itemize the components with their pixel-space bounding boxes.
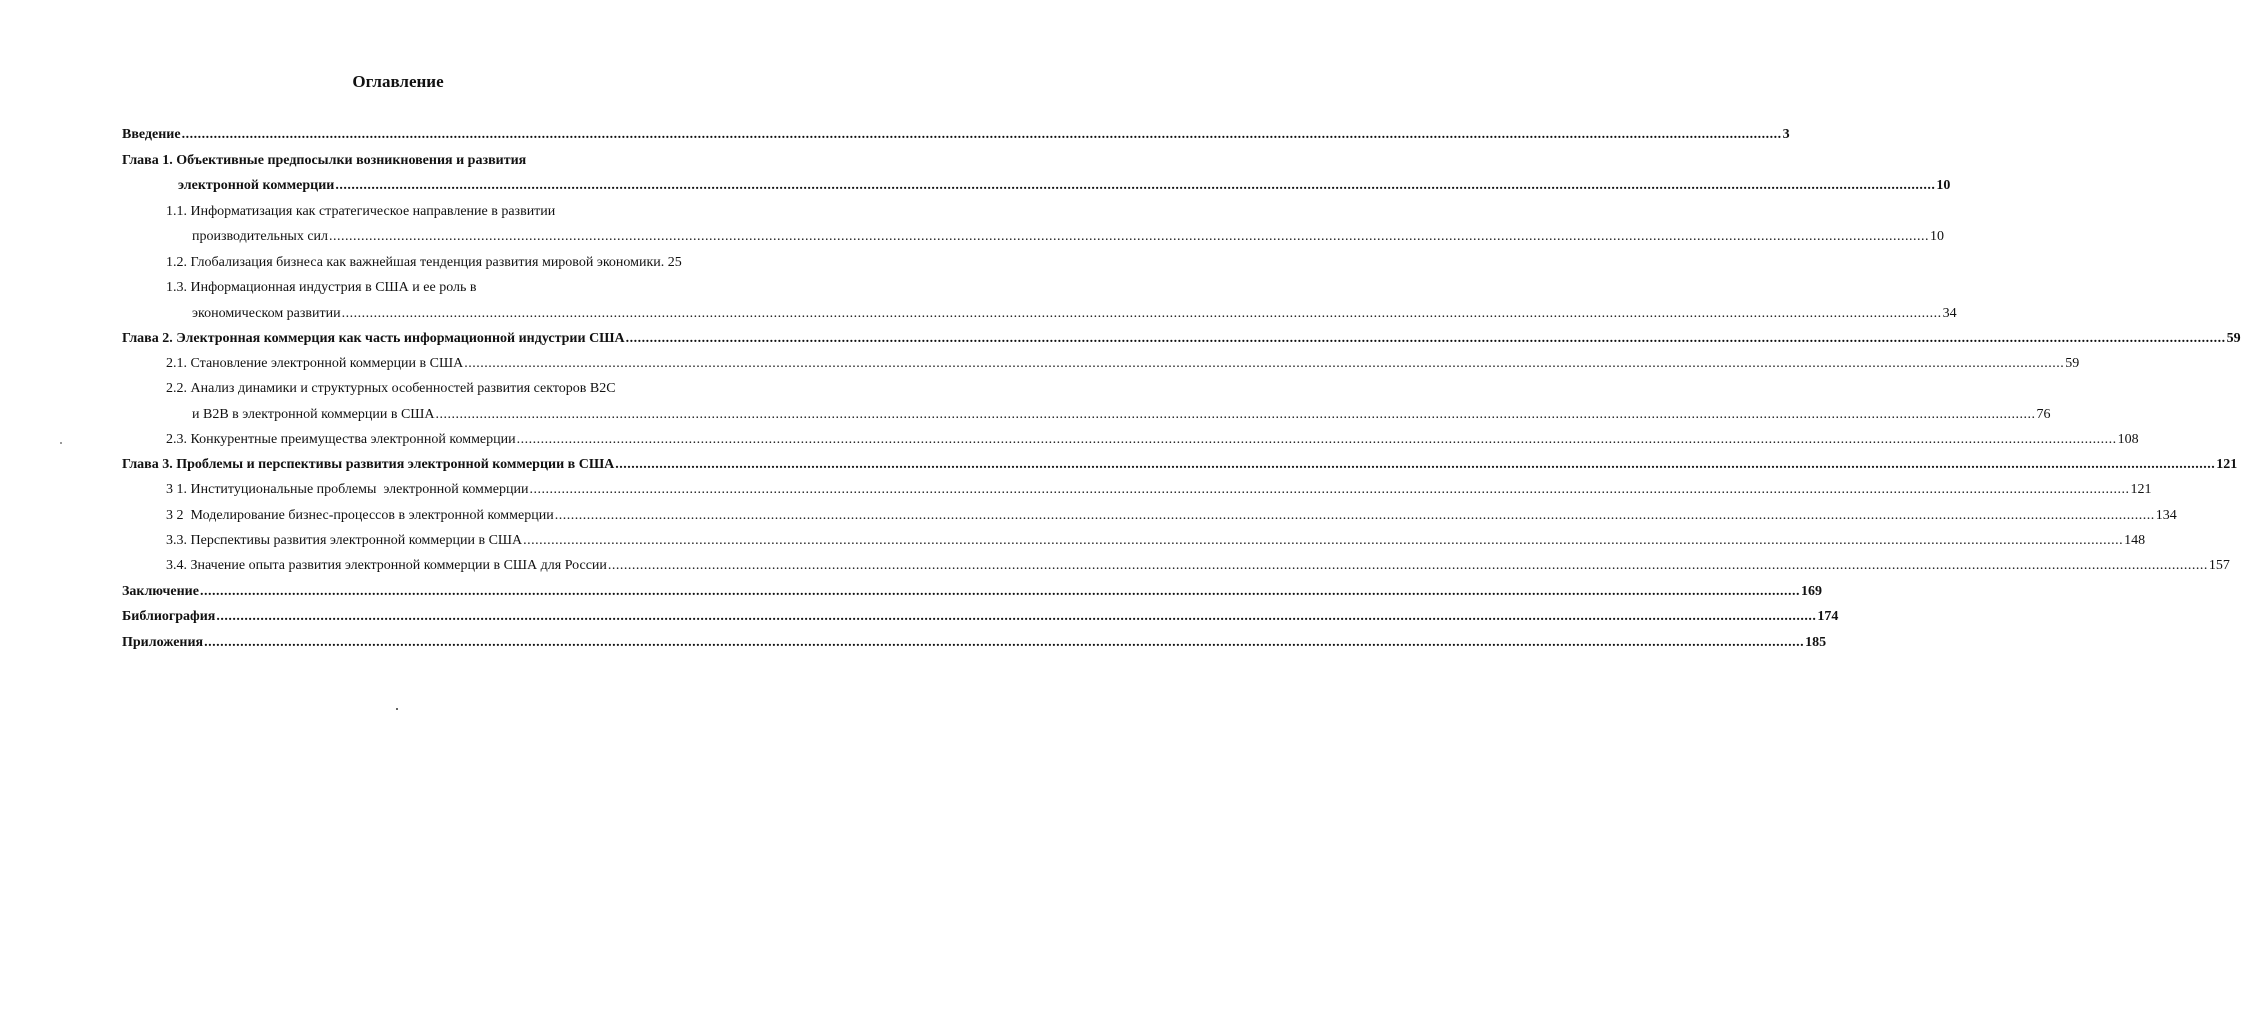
toc-entry-appx — [122, 634, 1827, 652]
toc-leader-dots: ................................................................................................................................................................................................................................................................................................................................................................................................................ — [516, 432, 2117, 447]
toc-entry-s32 — [166, 507, 2177, 525]
toc-leader-dots: ................................................................................................................................................................................................................................................................................................................................................................................................................ — [615, 457, 2216, 472]
toc-page-number: 3 — [1782, 127, 1790, 142]
toc-leader-dots: ................................................................................................................................................................................................................................................................................................................................................................................................................ — [181, 127, 1782, 142]
toc-entry-title: экономическом развитии — [192, 306, 341, 321]
toc-entry-s11-l1 — [166, 203, 720, 221]
toc-page-number: 185 — [1805, 635, 1827, 650]
toc-entry-intro — [122, 126, 1790, 144]
toc-entry-title: Приложения — [122, 635, 204, 650]
toc-entry-title: Глава 1. Объективные предпосылки возникновения и развития — [122, 153, 527, 168]
toc-entry-s34 — [166, 557, 2230, 575]
toc-entry-title: производительных сил — [192, 229, 329, 244]
toc-entry-title: Введение — [122, 127, 181, 142]
toc-entry-title: Глава 3. Проблемы и перспективы развития электронной коммерции в США — [122, 457, 615, 472]
toc-entry-ch2 — [122, 330, 2241, 348]
toc-leader-dots: ................................................................................................................................................................................................................................................................................................................................................................................................................ — [435, 407, 2036, 422]
toc-leader-dots: ................................................................................................................................................................................................................................................................................................................................................................................................................ — [523, 533, 2124, 548]
toc-leader-dots: ................................................................................................................................................................................................................................................................................................................................................................................................................ — [341, 306, 1942, 321]
toc-entry-s31 — [166, 481, 2152, 499]
toc-page-number: 121 — [2130, 482, 2152, 497]
toc-leader-dots: ................................................................................................................................................................................................................................................................................................................................................................................................................ — [554, 508, 2155, 523]
toc-entry-title: 2.1. Становление электронной коммерции в США — [166, 356, 464, 371]
toc-leader-dots: ................................................................................................................................................................................................................................................................................................................................................................................................................ — [204, 635, 1805, 650]
toc-entry-s13-l2 — [192, 305, 1957, 323]
toc-entry-biblio — [122, 608, 1839, 626]
toc-page-number: 108 — [2117, 432, 2139, 447]
toc-entry-ch3 — [122, 456, 2238, 474]
toc-leader-dots: ................................................................................................................................................................................................................................................................................................................................................................................................................ — [607, 558, 2208, 573]
toc-page-number: 76 — [2036, 407, 2051, 422]
toc-entry-title: Глава 2. Электронная коммерция как часть информационной индустрии США — [122, 331, 625, 346]
toc-leader-dots: ................................................................................................................................................................................................................................................................................................................................................................................................................ — [329, 229, 1930, 244]
toc-entry-ch1-l2 — [178, 177, 1951, 195]
toc-entry-title: 1.1. Информатизация как стратегическое направление в развитии — [166, 204, 556, 219]
toc-entry-concl — [122, 583, 1822, 601]
toc-page-number: 59 — [2065, 356, 2080, 371]
toc-entry-ch1-l1 — [122, 152, 720, 170]
toc-page-number: 59 — [2226, 331, 2241, 346]
toc-entry-title: 2.2. Анализ динамики и структурных особенностей развития секторов В2С — [166, 381, 616, 396]
toc-page-number: 157 — [2208, 558, 2230, 573]
toc-entry-title: 1.2. Глобализация бизнеса как важнейшая тенденция развития мировой экономики. 25 — [166, 255, 682, 270]
toc-leader-dots: ................................................................................................................................................................................................................................................................................................................................................................................................................ — [464, 356, 2065, 371]
toc-entry-s12 — [166, 254, 720, 272]
toc-entry-title: и В2В в электронной коммерции в США — [192, 407, 435, 422]
toc-entry-s33 — [166, 532, 2146, 550]
toc-entry-title: электронной коммерции — [178, 178, 335, 193]
toc-entry-s23 — [166, 431, 2139, 449]
toc-leader-dots: ................................................................................................................................................................................................................................................................................................................................................................................................................ — [335, 178, 1936, 193]
toc-entry-s22-l1 — [166, 380, 720, 398]
toc-leader-dots: ................................................................................................................................................................................................................................................................................................................................................................................................................ — [199, 584, 1800, 599]
toc-entry-title: 3 2 Моделирование бизнес-процессов в электронной коммерции — [166, 508, 554, 523]
scan-speck — [396, 708, 398, 710]
toc-entry-title: 3.4. Значение опыта развития электронной коммерции в США для России — [166, 558, 607, 573]
toc-entry-s11-l2 — [192, 228, 1945, 246]
toc-entry-s21 — [166, 355, 2080, 373]
toc-entry-title: Библиография — [122, 609, 216, 624]
toc-entry-s13-l1 — [166, 279, 720, 297]
page-title: Оглавление — [352, 72, 444, 91]
toc-page-number: 10 — [1936, 178, 1951, 193]
toc-entry-title: 2.3. Конкурентные преимущества электронной коммерции — [166, 432, 516, 447]
scan-margin-mark — [60, 442, 62, 444]
toc-page-number: 121 — [2216, 457, 2238, 472]
toc-entry-title: 3 1. Институциональные проблемы электронной коммерции — [166, 482, 529, 497]
toc-page-number: 34 — [1942, 306, 1957, 321]
toc-page-number: 134 — [2155, 508, 2177, 523]
toc-entry-s22-l2 — [192, 406, 2051, 424]
toc-leader-dots: ................................................................................................................................................................................................................................................................................................................................................................................................................ — [529, 482, 2130, 497]
toc-entry-title: 1.3. Информационная индустрия в США и ее роль в — [166, 280, 477, 295]
toc-leader-dots: ................................................................................................................................................................................................................................................................................................................................................................................................................ — [216, 609, 1817, 624]
toc-page-number: 174 — [1817, 609, 1839, 624]
toc-page-number: 10 — [1930, 229, 1945, 244]
toc-entry-title: Заключение — [122, 584, 199, 599]
toc-entry-title: 3.3. Перспективы развития электронной коммерции в США — [166, 533, 523, 548]
toc-page-number: 148 — [2124, 533, 2146, 548]
toc-page-number: 169 — [1800, 584, 1822, 599]
toc-leader-dots: ................................................................................................................................................................................................................................................................................................................................................................................................................ — [625, 331, 2226, 346]
